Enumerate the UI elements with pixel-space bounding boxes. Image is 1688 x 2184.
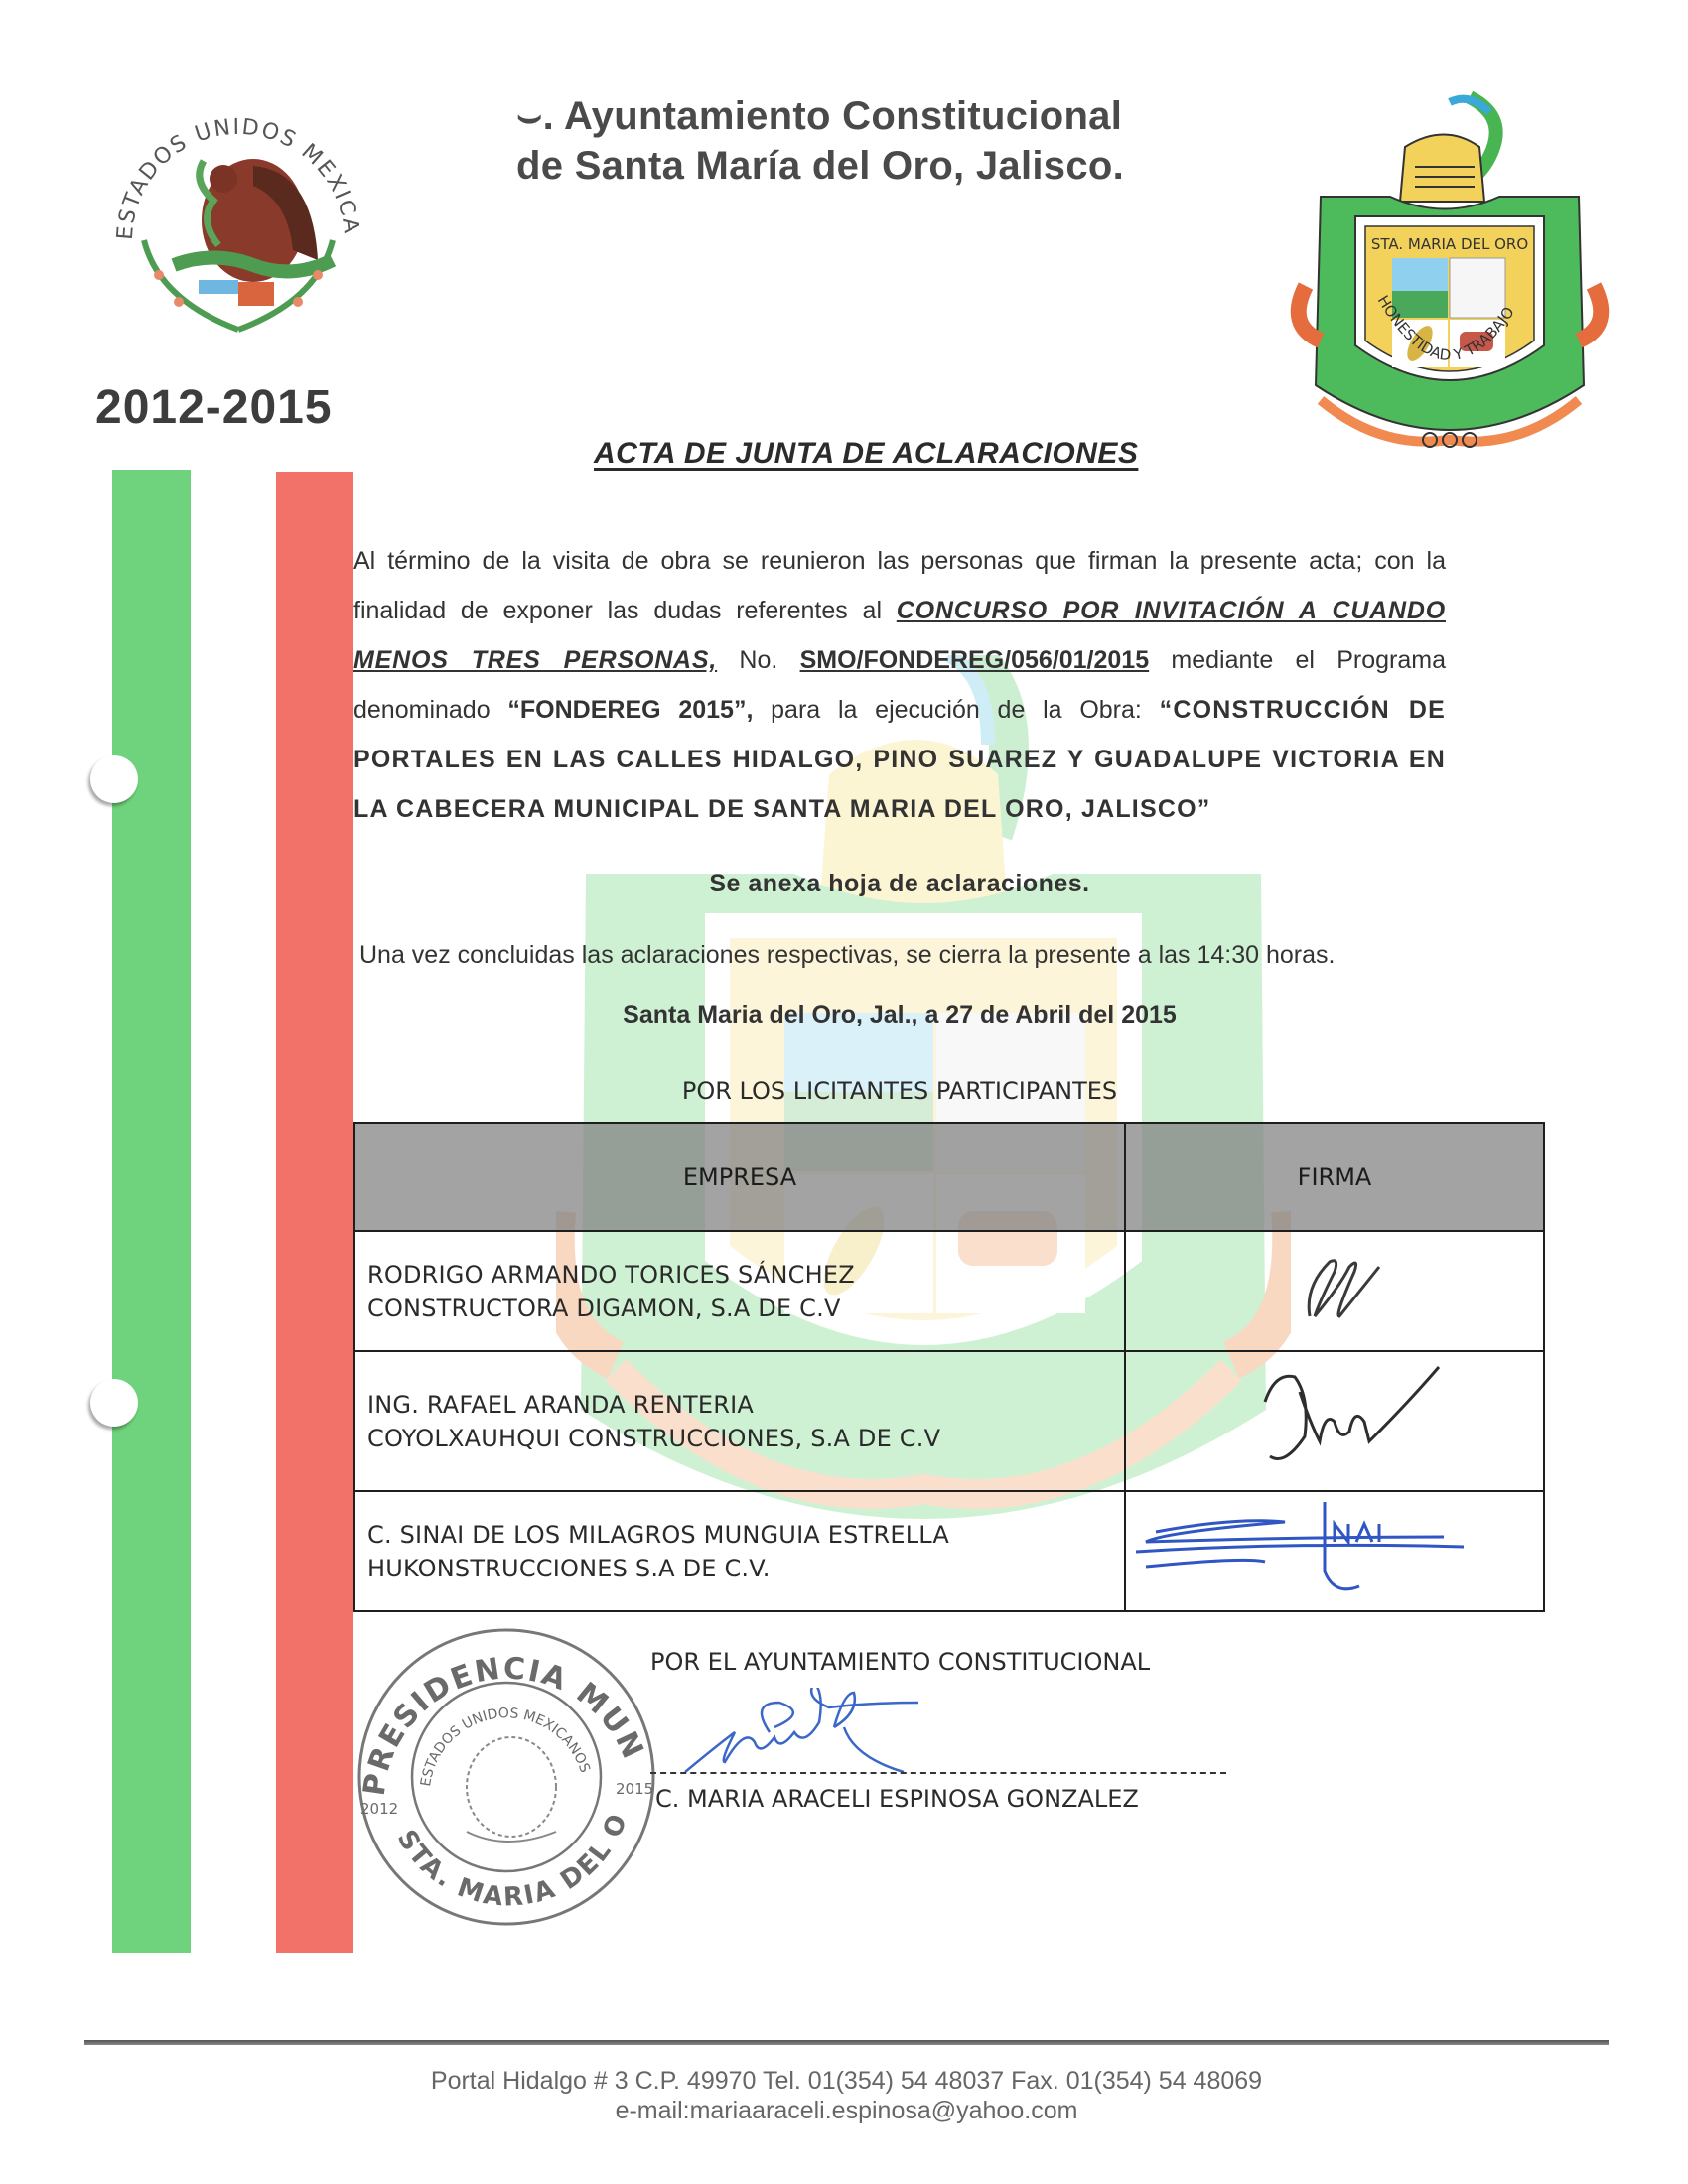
closing-text: Una vez concluidas las aclaraciones respectivas, se cierra la presente a las 14:30 horas. — [359, 941, 1336, 969]
header-title-line-1: ⌣. Ayuntamiento Constitucional — [516, 94, 1123, 138]
stamp-outer-top: PRESIDENCIA MUN — [356, 1651, 651, 1799]
footer-divider — [84, 2040, 1609, 2045]
bidder-name: ING. RAFAEL ARANDA RENTERIA — [367, 1390, 754, 1419]
program-intro: mediante el Programa denominado — [353, 646, 1446, 724]
signature-mark — [675, 1688, 993, 1782]
national-seal — [104, 91, 372, 359]
coat-of-arms-icon — [1281, 87, 1618, 465]
contest-number: SMO/FONDEREG/056/01/2015 — [799, 646, 1150, 674]
bidder-company: CONSTRUCTORA DIGAMON, S.A DE C.V — [367, 1294, 841, 1322]
document-title: ACTA DE JUNTA DE ACLARACIONES — [594, 437, 1139, 470]
punch-hole — [90, 1379, 138, 1427]
table-row — [354, 1351, 1544, 1491]
bidder-name: RODRIGO ARMANDO TORICES SÁNCHEZ — [367, 1260, 855, 1289]
crest-motto: HONESTIDAD Y TRABAJO — [1373, 292, 1518, 365]
contest-type: CONCURSO POR INVITACIÓN A CUANDO MENOS TRES PERSONAS, — [353, 597, 1447, 674]
footer-email: e-mail:mariaaraceli.espinosa@yahoo.com — [615, 2097, 1078, 2124]
administration-period: 2012-2015 — [95, 381, 333, 434]
bidders-section-title: POR LOS LICITANTES PARTICIPANTES — [681, 1077, 1118, 1105]
municipality-header — [516, 91, 1331, 191]
stamp-year-right: 2015 — [616, 1780, 654, 1798]
signature-line — [650, 1772, 1226, 1774]
signature-cell — [1125, 1491, 1544, 1611]
bidder-name: C. SINAI DE LOS MILAGROS MUNGUIA ESTRELLA — [367, 1520, 950, 1549]
signature-mark — [1126, 1232, 1543, 1341]
column-header-firma: FIRMA — [1125, 1123, 1544, 1231]
stamp-year-left: 2012 — [360, 1800, 399, 1818]
table-row — [354, 1231, 1544, 1351]
bidder-company: HUKONSTRUCCIONES S.A DE C.V. — [367, 1554, 771, 1582]
signature-mark — [1126, 1352, 1543, 1481]
program-name: “FONDEREG 2015”, — [507, 696, 754, 724]
body-paragraph — [353, 536, 1446, 834]
work-intro: para la ejecución de la Obra: — [771, 696, 1142, 724]
presidencia-stamp-icon — [352, 1623, 660, 1931]
mexican-eagle-icon — [104, 91, 372, 359]
stamp-outer-bottom: STA. MARIA DEL O — [390, 1808, 634, 1913]
signature-cell — [1125, 1231, 1544, 1351]
bidder-cell — [354, 1491, 1125, 1611]
municipal-stamp — [352, 1623, 660, 1931]
number-prefix: No. — [739, 646, 778, 674]
header-title-line-2: de Santa María del Oro, Jalisco. — [516, 144, 1125, 188]
work-name: “CONSTRUCCIÓN DE PORTALES EN LAS CALLES HIDALGO, PINO SUAREZ Y GUADALUPE VICTORIA EN LA CABECERA MUNICIPAL DE SANTA MARIA DEL ORO, JALISCO” — [353, 696, 1446, 823]
table-header-row — [354, 1123, 1544, 1231]
annex-note: Se anexa hoja de aclaraciones. — [709, 870, 1090, 897]
svg-text:ESTADOS UNIDOS MEXICANOS — [418, 1706, 593, 1788]
bidder-company: COYOLXAUHQUI CONSTRUCCIONES, S.A DE C.V — [367, 1424, 941, 1452]
punch-hole — [90, 755, 138, 803]
municipal-signature — [675, 1688, 993, 1782]
green-stripe — [112, 470, 191, 1953]
municipal-signature-label: POR EL AYUNTAMIENTO CONSTITUCIONAL — [650, 1648, 1151, 1676]
municipal-signer-name: C. MARIA ARACELI ESPINOSA GONZALEZ — [655, 1785, 1139, 1813]
bidder-cell — [354, 1231, 1125, 1351]
red-stripe — [276, 472, 353, 1953]
table-row — [354, 1491, 1544, 1611]
seal-text: ESTADOS UNIDOS MEXICA — [112, 114, 364, 241]
signature-mark — [1126, 1492, 1543, 1601]
bidder-cell — [354, 1351, 1125, 1491]
stamp-inner: ESTADOS UNIDOS MEXICANOS — [418, 1706, 593, 1788]
footer-address: Portal Hidalgo # 3 C.P. 49970 Tel. 01(354) 54 48037 Fax. 01(354) 54 48069 — [430, 2067, 1263, 2095]
place-date: Santa Maria del Oro, Jal., a 27 de Abril del 2015 — [623, 1001, 1177, 1028]
municipal-crest — [1281, 87, 1618, 465]
crest-top-text: STA. MARIA DEL ORO — [1370, 235, 1529, 253]
signature-cell — [1125, 1351, 1544, 1491]
bidders-table — [353, 1122, 1545, 1612]
intro-text: Al término de la visita de obra se reunieron las personas que firman la presente acta; con la finalidad de exponer las dudas referentes al — [353, 547, 1446, 624]
column-header-empresa: EMPRESA — [354, 1123, 1125, 1231]
